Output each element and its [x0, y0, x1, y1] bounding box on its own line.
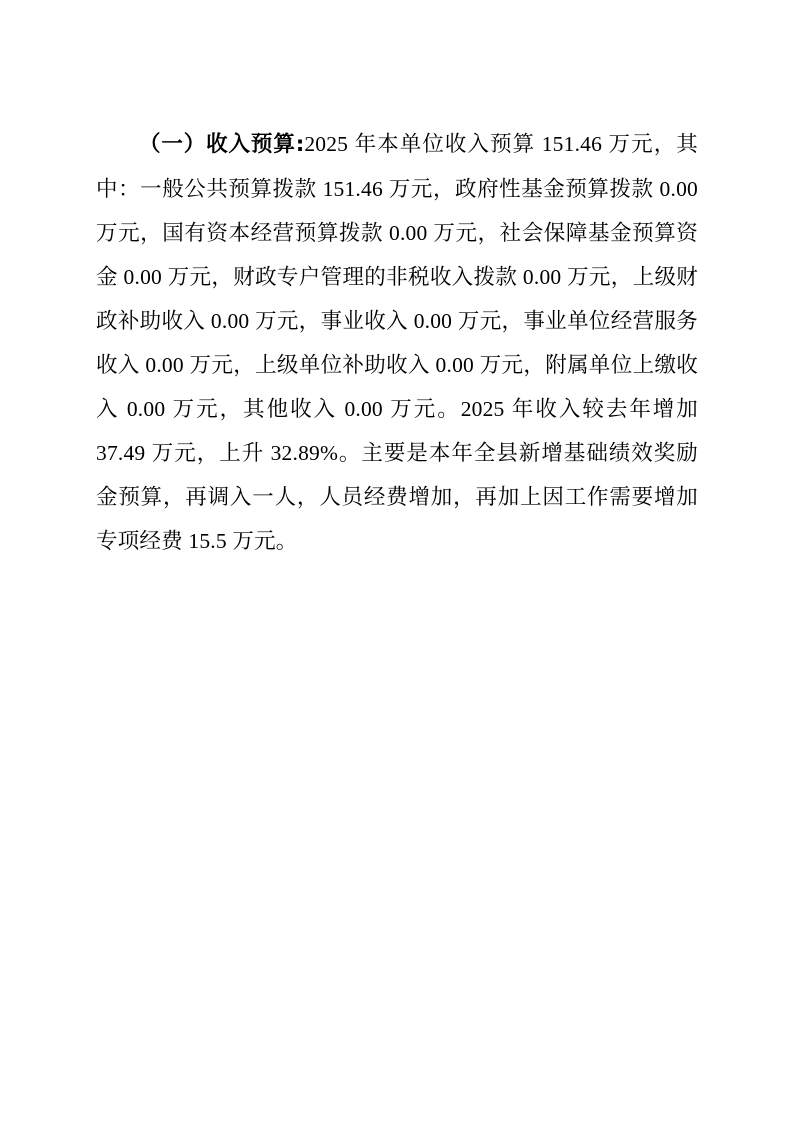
- document-body: [96, 122, 698, 563]
- paragraph-heading: （一）收入预算:: [139, 132, 305, 157]
- paragraph-text: 2025 年本单位收入预算 151.46 万元，其中：一般公共预算拨款 151.46 万元，政府性基金预算拨款 0.00 万元，国有资本经营预算拨款 0.00 万元，社会保障基金预算资金 0.00 万元，财政专户管理的非税收入拨款 0.00 万元，上级财政补助收入 0.00 万元，事业收入 0.00 万元，事业单位经营服务收入 0.00 万元，上级单位补助收入 0.00 万元，附属单位上缴收入 0.00 万元，其他收入 0.00 万元。2025 年收入较去年增加 37.49 万元，上升 32.89%。主要是本年全县新增基础绩效奖励金预算，再调入一人，人员经费增加，再加上因工作需要增加专项经费 15.5 万元。: [96, 132, 698, 553]
- budget-income-paragraph: [96, 122, 698, 563]
